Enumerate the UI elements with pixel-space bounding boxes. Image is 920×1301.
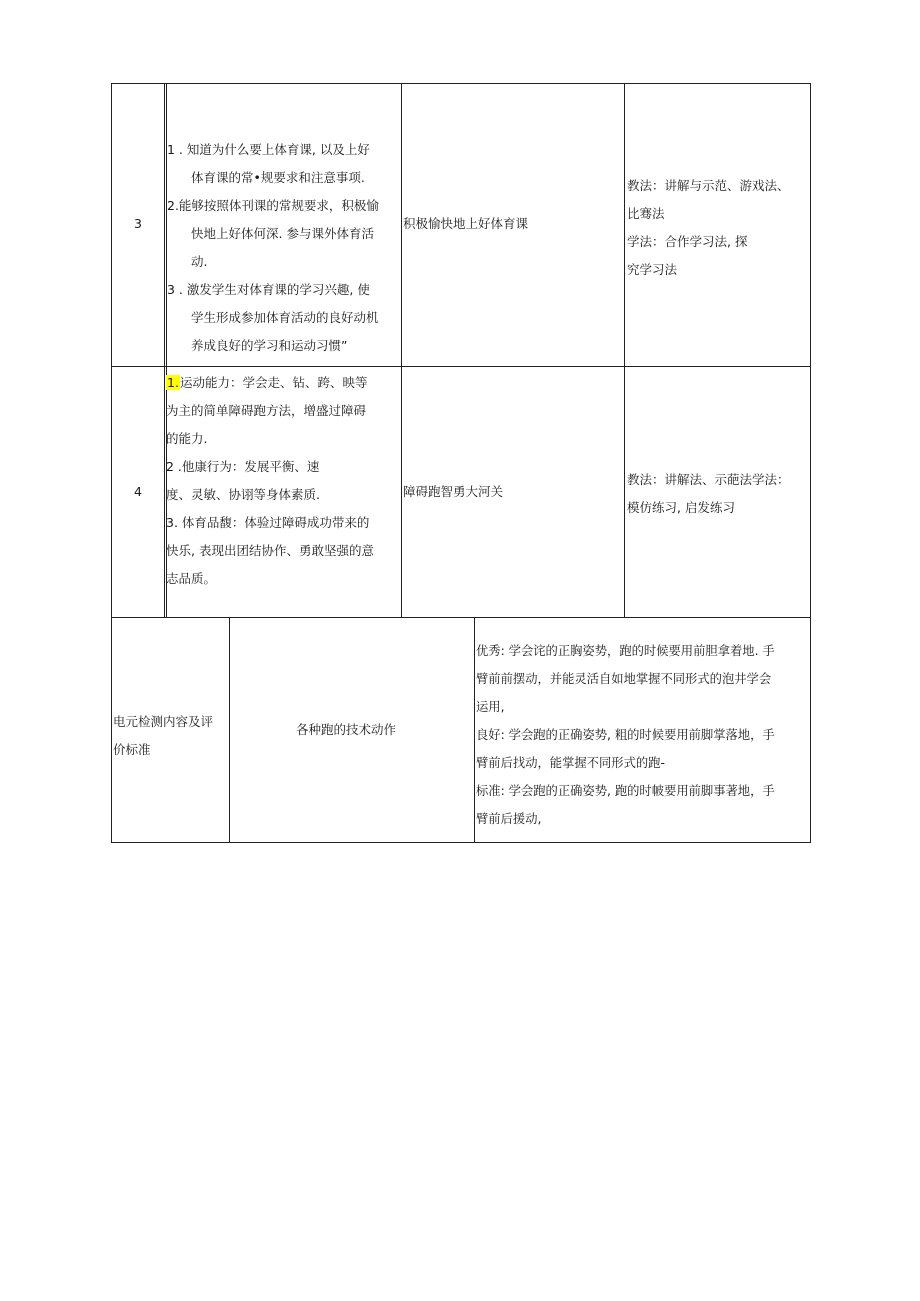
criteria-line: 优秀: 学会诧的正胸姿势，跑的时候要用前胆拿着地. 手 bbox=[476, 644, 775, 658]
evaluation-content: 各种跑的技术动作 bbox=[296, 722, 397, 737]
objective-line: 养成良好的学习和运动习惯” bbox=[191, 338, 348, 353]
criteria-line: 臂前后找动，能掌握不同形式的跑- bbox=[476, 756, 665, 770]
objective-line bbox=[166, 369, 374, 397]
row-divider bbox=[111, 366, 811, 367]
objective-line: 3 . 激发学生对体育课的学习兴趣, 使 bbox=[167, 282, 370, 297]
row-objectives bbox=[167, 136, 379, 360]
method-line: 学法：合作学习法, 探 bbox=[627, 234, 748, 249]
criteria-line: 运用, bbox=[476, 700, 505, 714]
objective-line: 快地上好体何深. 参与课外体育活 bbox=[191, 226, 374, 241]
objective-line: 为主的简单障碍跑方法，增盛过障碍 bbox=[166, 403, 367, 418]
row-content: 障碍跑智勇大河关 bbox=[403, 484, 504, 499]
row-objectives bbox=[166, 369, 374, 593]
objective-text: 运动能力：学会走、钻、跨、映等 bbox=[179, 375, 368, 390]
row-divider bbox=[111, 617, 811, 618]
method-line: 教法：讲解法、示葩法学法： bbox=[627, 472, 790, 487]
criteria-line: 臂前后援动, bbox=[476, 812, 542, 826]
column-divider bbox=[474, 617, 475, 843]
evaluation-label bbox=[113, 708, 213, 764]
column-divider bbox=[229, 617, 230, 843]
evaluation-label-line: 价标准 bbox=[113, 742, 151, 757]
objective-line: 志品质。 bbox=[166, 571, 217, 586]
objective-line: 1 . 知道为什么要上体育课, 以及上好 bbox=[167, 142, 370, 157]
objective-line: 快乐, 表现出团结协作、勇敢坚强的意 bbox=[166, 543, 374, 558]
row-methods bbox=[627, 172, 790, 284]
evaluation-label-line: 电元检测内容及评 bbox=[113, 714, 214, 729]
row-number: 3 bbox=[134, 216, 142, 231]
row-methods bbox=[627, 466, 790, 522]
objective-line: 动. bbox=[191, 254, 208, 269]
objective-line: 的能力. bbox=[166, 431, 208, 446]
criteria-line: 良好: 学会跑的正确姿势, 粗的时候要用前脚掌落地，手 bbox=[476, 728, 775, 742]
objective-line: 度、灵敏、协诩等身体素质. bbox=[166, 487, 320, 502]
objective-line: 学生形成参加体育活动的良好动机 bbox=[191, 310, 379, 325]
column-divider bbox=[164, 83, 165, 617]
method-line: 教法：讲解与示范、游戏法、 bbox=[627, 178, 790, 193]
objective-line: 3. 体育品馥：体验过障碍成功带来的 bbox=[166, 515, 370, 530]
method-line: 比骞法 bbox=[627, 206, 665, 221]
column-divider bbox=[624, 83, 625, 617]
row-content: 积极愉快地上好体育课 bbox=[403, 216, 529, 231]
row-number: 4 bbox=[134, 484, 142, 499]
criteria-line: 臂前前摆动，并能灵活自如地掌握不同形式的泡井学会 bbox=[476, 672, 772, 686]
method-line: 究学习法 bbox=[627, 262, 678, 277]
objective-line: 体育课的常•规要求和注意事项. bbox=[191, 170, 365, 185]
objective-line: 2.能够按照体刊课的常规要求，积极愉 bbox=[167, 198, 379, 213]
objective-line: 2 .他康行为：发展平衡、速 bbox=[166, 459, 320, 474]
column-divider bbox=[401, 83, 402, 617]
criteria-line: 标准: 学会跑的正确姿势, 跑的时帔要用前脚事著地，手 bbox=[476, 784, 775, 798]
evaluation-criteria bbox=[476, 637, 775, 833]
method-line: 模仿练习, 启发练习 bbox=[627, 500, 735, 515]
highlight-marker: 1. bbox=[167, 375, 179, 390]
